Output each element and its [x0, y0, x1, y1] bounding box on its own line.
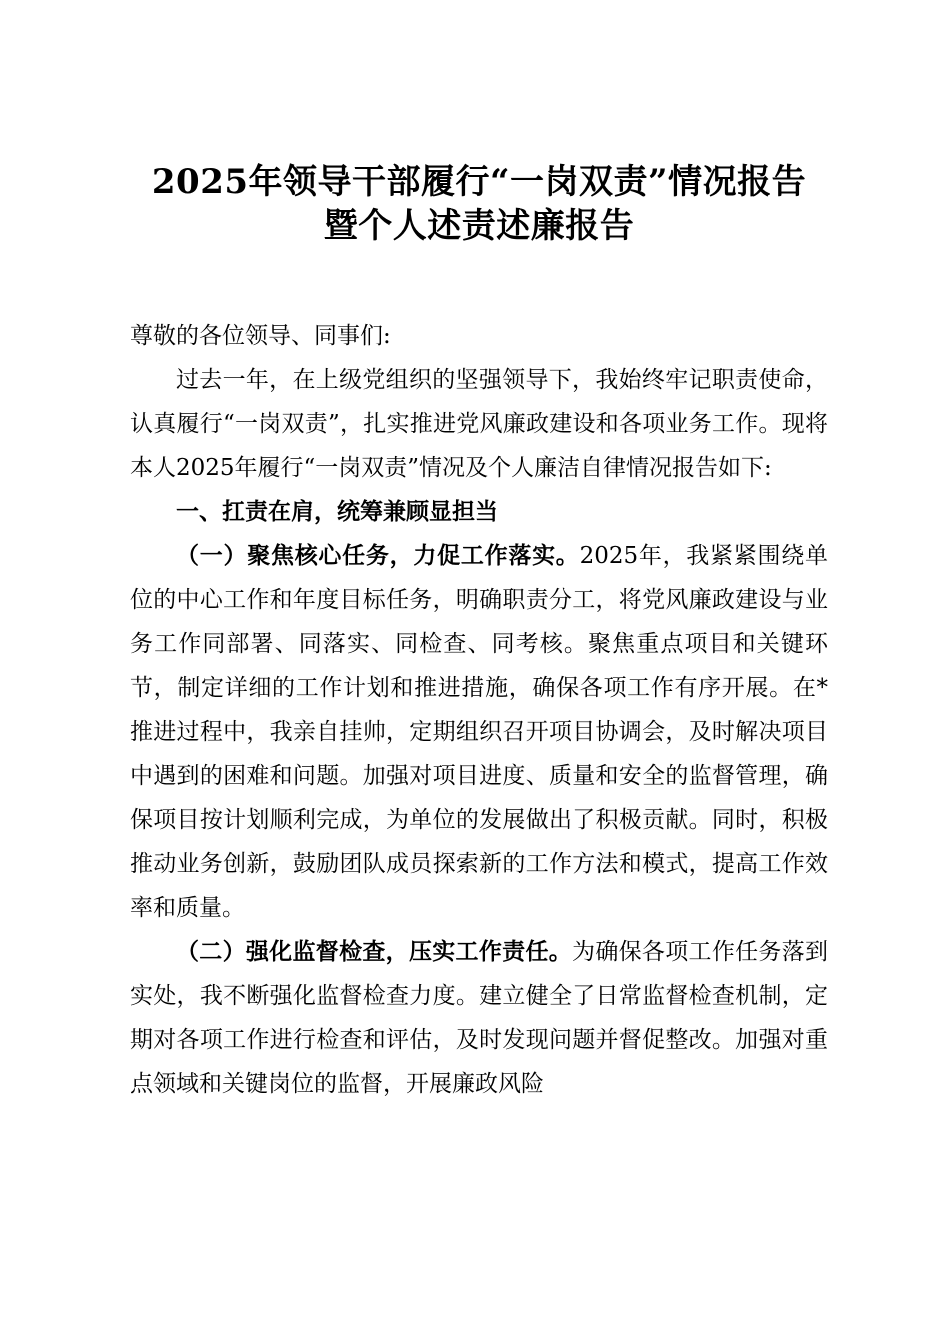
title-line-1: 2025年领导干部履行“一岗双责”情况报告 [151, 162, 807, 202]
subsection-2-paragraph [130, 930, 828, 1106]
document-body [130, 314, 828, 1106]
subsection-2-text: 为确保各项工作任务落到实处，我不断强化监督检查力度。建立健全了日常监督检查机制，定期对各项工作进行检查和评估，及时发现问题并督促整改。加强对重点领域和关键岗位的监督，开展廉政风险 [130, 939, 829, 1097]
document-page [130, 160, 828, 1106]
subsection-2-lead: （二）强化监督检查，压实工作责任。 [176, 938, 573, 965]
salutation: 尊敬的各位领导、同事们: [130, 323, 391, 349]
title-line-2: 暨个人述责述廉报告 [323, 206, 635, 246]
subsection-1-lead: （一）聚焦核心任务，力促工作落实。 [176, 542, 580, 569]
document-title [130, 160, 828, 248]
subsection-1-paragraph [130, 534, 828, 930]
section-1-heading: 一、扛责在肩，统筹兼顾显担当 [176, 499, 498, 525]
subsection-1-text: 2025年，我紧紧围绕单位的中心工作和年度目标任务，明确职责分工，将党风廉政建设与业务工作同部署、同落实、同检查、同考核。聚焦重点项目和关键环节，制定详细的工作计划和推进措施，确保各项工作有序开展。在*推进过程中，我亲自挂帅，定期组织召开项目协调会，及时解决项目中遇到的困难和问题。加强对项目进度、质量和安全的监督管理，确保项目按计划顺利完成，为单位的发展做出了积极贡献。同时，积极推动业务创新，鼓励团队成员探索新的工作方法和模式，提高工作效率和质量。 [130, 543, 829, 921]
intro-paragraph: 过去一年，在上级党组织的坚强领导下，我始终牢记职责使命，认真履行“一岗双责”，扎实推进党风廉政建设和各项业务工作。现将本人2025年履行“一岗双责”情况及个人廉洁自律情况报告如下: [130, 367, 828, 481]
